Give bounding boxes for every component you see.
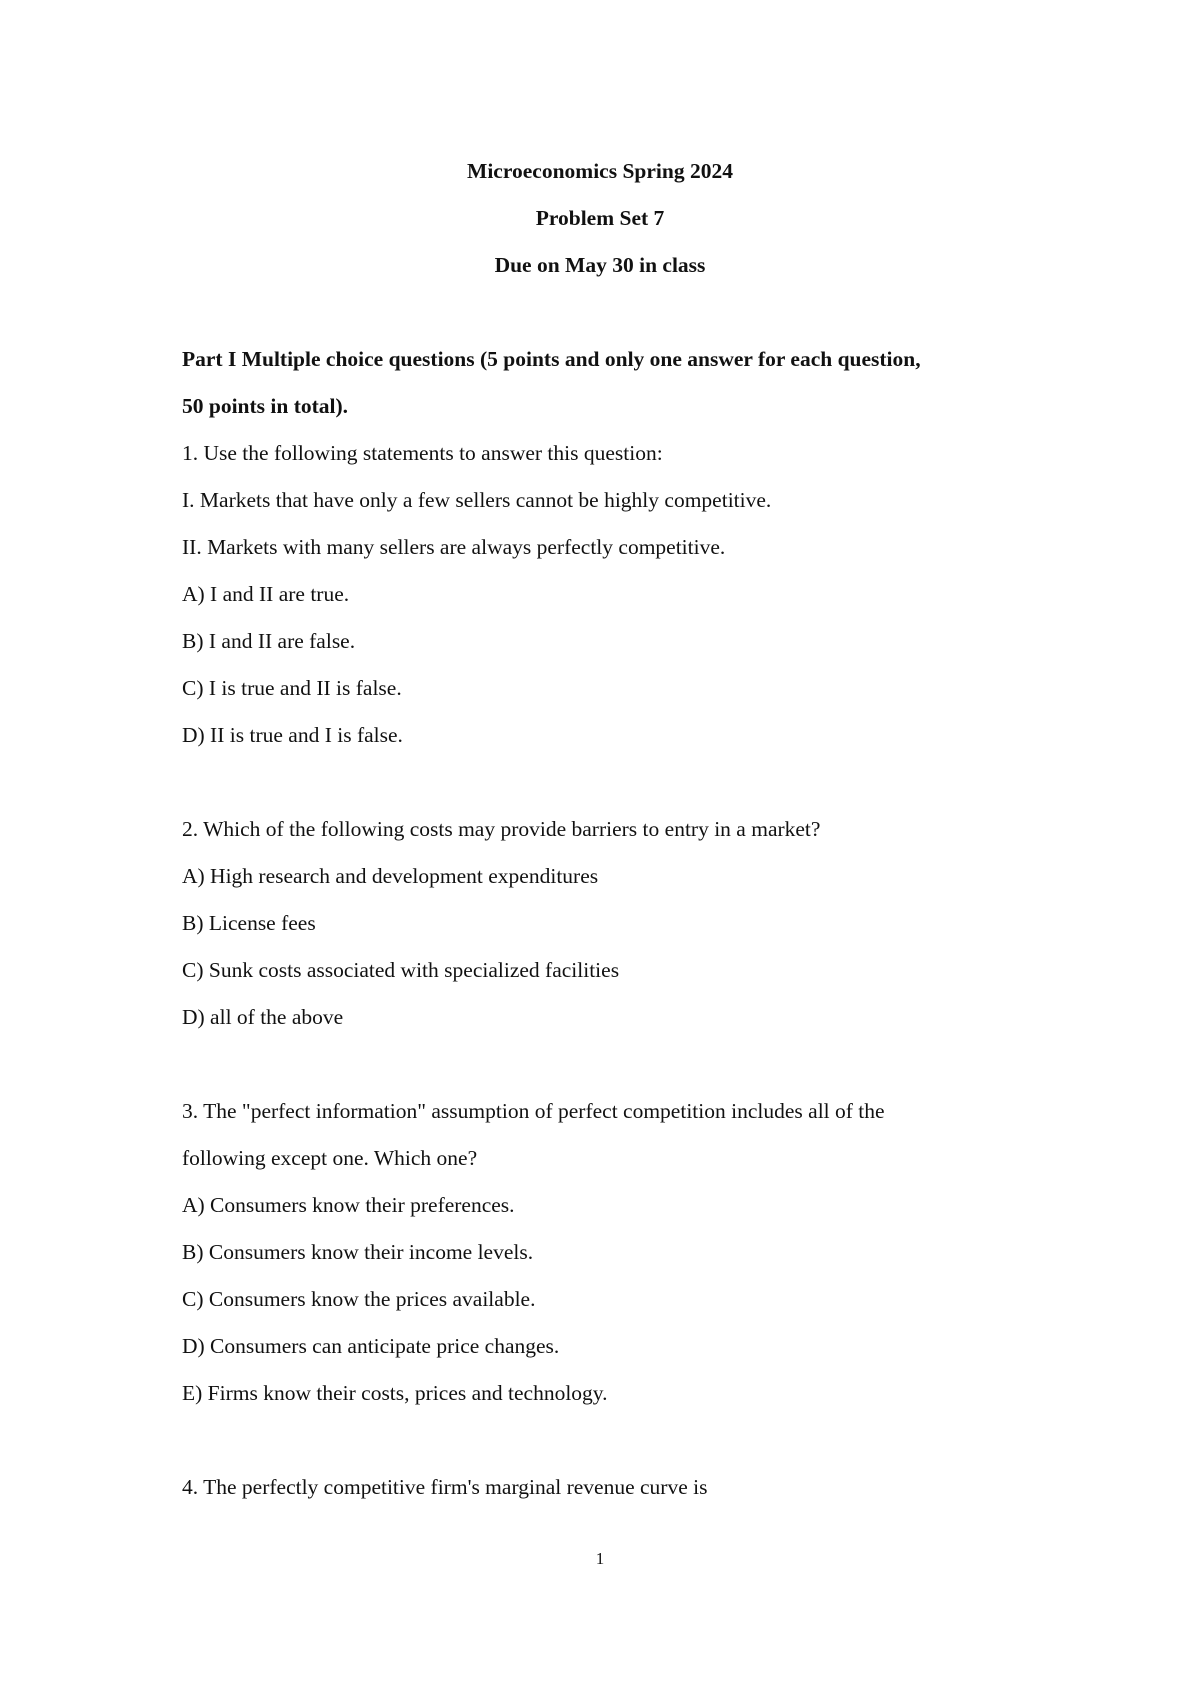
page-number: 1 xyxy=(595,1549,605,1568)
question-3-option-c: C) Consumers know the prices available. xyxy=(182,1287,536,1311)
question-1-line-2: I. Markets that have only a few sellers cannot be highly competitive. xyxy=(182,488,772,512)
question-1-line-1: 1. Use the following statements to answer this question: xyxy=(182,441,663,465)
question-4-line-1: 4. The perfectly competitive firm's marginal revenue curve is xyxy=(182,1475,708,1499)
question-3-option-d: D) Consumers can anticipate price changes. xyxy=(182,1334,560,1358)
due-date: Due on May 30 in class xyxy=(494,253,706,277)
part1-heading-line2: 50 points in total). xyxy=(182,394,349,418)
question-1-option-b: B) I and II are false. xyxy=(182,629,356,653)
question-3-option-b: B) Consumers know their income levels. xyxy=(182,1240,534,1264)
question-2-option-c: C) Sunk costs associated with specialized facilities xyxy=(182,958,620,982)
course-title: Microeconomics Spring 2024 xyxy=(467,159,733,183)
question-2-option-d: D) all of the above xyxy=(182,1005,344,1029)
question-2-option-b: B) License fees xyxy=(182,911,316,935)
question-1-option-a: A) I and II are true. xyxy=(182,582,350,606)
question-3-line-1: 3. The "perfect information" assumption of perfect competition includes all of the xyxy=(182,1099,885,1123)
question-1-line-3: II. Markets with many sellers are always perfectly competitive. xyxy=(182,535,726,559)
question-2-option-a: A) High research and development expenditures xyxy=(182,864,599,888)
question-1-option-d: D) II is true and I is false. xyxy=(182,723,403,747)
problem-set-title: Problem Set 7 xyxy=(535,206,665,230)
part1-heading-line1: Part I Multiple choice questions (5 points and only one answer for each question, xyxy=(182,347,921,371)
question-3-line-2: following except one. Which one? xyxy=(182,1146,478,1170)
question-2-line-1: 2. Which of the following costs may provide barriers to entry in a market? xyxy=(182,817,821,841)
question-1-option-c: C) I is true and II is false. xyxy=(182,676,402,700)
question-3-option-e: E) Firms know their costs, prices and technology. xyxy=(182,1381,608,1405)
question-3-option-a: A) Consumers know their preferences. xyxy=(182,1193,515,1217)
